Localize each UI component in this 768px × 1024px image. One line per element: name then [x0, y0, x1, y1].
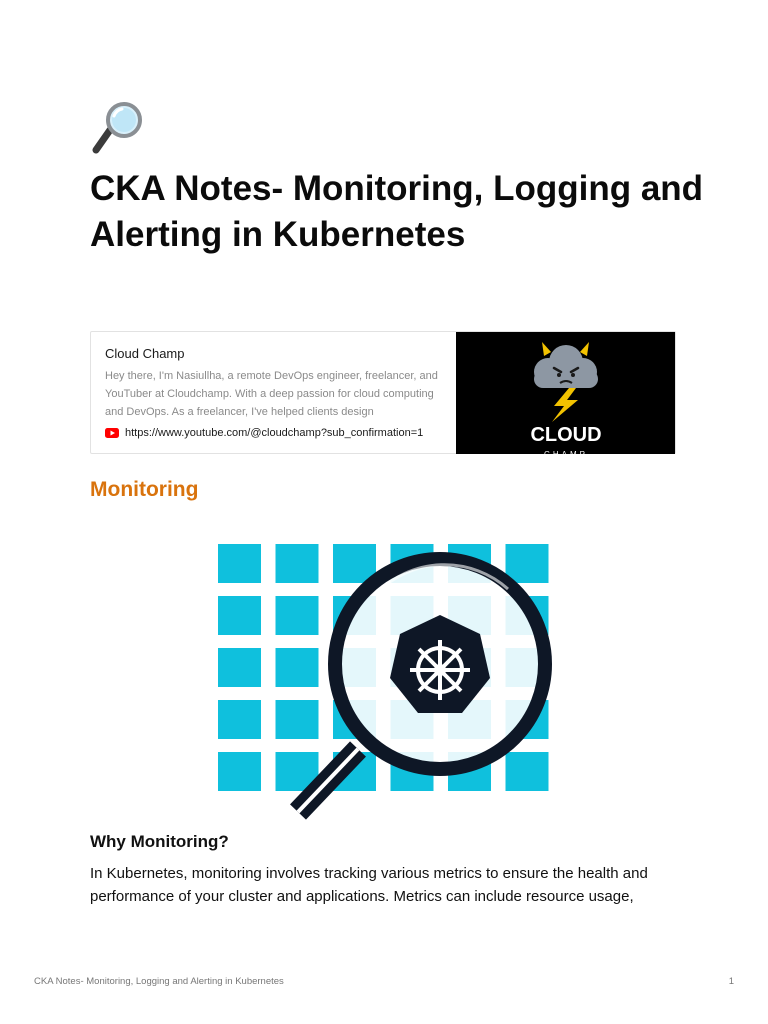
footer-page-number: 1 — [728, 976, 734, 987]
page-title: CKA Notes- Monitoring, Logging and Alerting in Kubernetes — [90, 169, 704, 254]
subsection-heading: Why Monitoring? — [90, 832, 229, 851]
grid-square — [218, 596, 261, 635]
bookmark-title: Cloud Champ — [105, 346, 185, 361]
kubernetes-monitoring-illustration — [218, 544, 554, 812]
cloud-champ-logo — [456, 332, 675, 459]
bookmark-url[interactable]: https://www.youtube.com/@cloudchamp?sub_confirmation=1 — [125, 427, 424, 439]
grid-square — [218, 544, 261, 583]
grid-square — [218, 752, 261, 791]
logo-text: CLOUD — [530, 424, 602, 446]
grid-square — [218, 648, 261, 687]
grid-square — [276, 700, 319, 739]
grid-square — [276, 596, 319, 635]
youtube-icon — [105, 428, 119, 438]
grid-square — [506, 752, 549, 791]
magnifying-glass-icon — [90, 100, 150, 156]
logo-subtext: CHAMP — [544, 450, 588, 459]
grid-square — [276, 544, 319, 583]
grid-square — [218, 700, 261, 739]
section-heading: Monitoring — [90, 478, 199, 501]
bookmark-link[interactable] — [105, 427, 445, 439]
bookmark-text — [105, 345, 445, 439]
bookmark-description: Hey there, I'm Nasiullha, a remote DevOps engineer, freelancer, and YouTuber at Cloudchamp. With a deep passion for cloud computing and DevOps. As a freelancer, I've helped clients design — [105, 370, 438, 418]
body-paragraph: In Kubernetes, monitoring involves tracking various metrics to ensure the health and performance of your cluster and applications. Metrics can include resource usage, — [90, 865, 648, 905]
page-footer — [34, 976, 734, 987]
web-bookmark-card[interactable] — [90, 331, 676, 459]
grid-square — [276, 648, 319, 687]
grid-square — [506, 544, 549, 583]
footer-title: CKA Notes- Monitoring, Logging and Alerting in Kubernetes — [34, 976, 284, 987]
